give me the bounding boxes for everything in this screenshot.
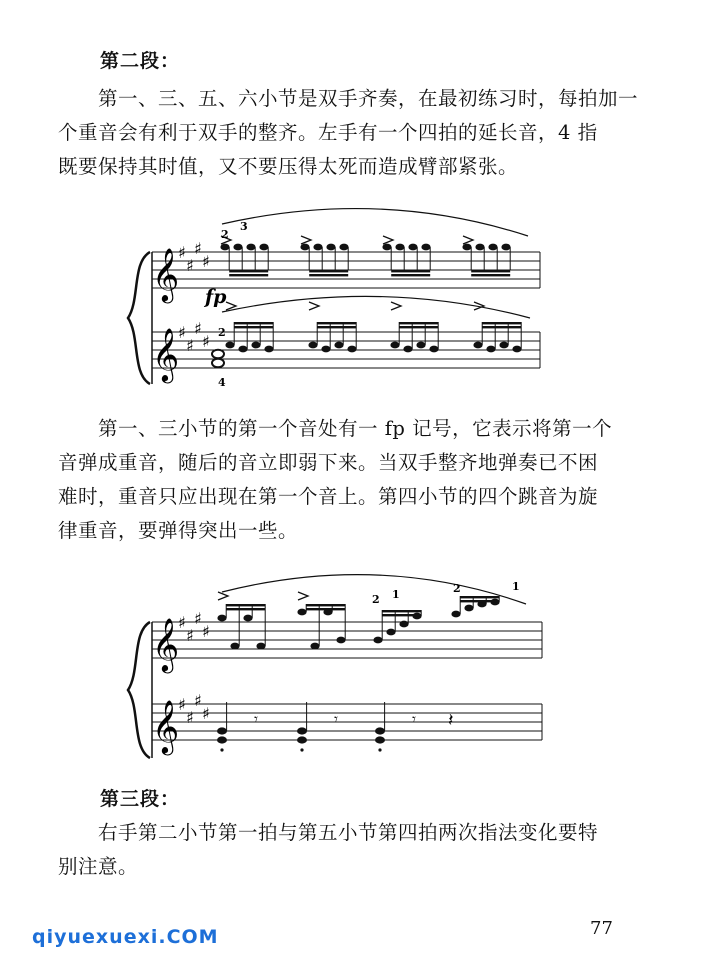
beam: [460, 600, 499, 602]
section-3-heading: 第三段：: [100, 788, 181, 810]
eighth-rest: 𝄾: [412, 710, 416, 728]
note-head: [297, 609, 306, 616]
svg-text:♯: ♯: [186, 708, 194, 727]
note-head: [451, 611, 460, 618]
svg-text:♯: ♯: [194, 239, 202, 258]
grand-staff-brace-2: [128, 622, 150, 758]
note-head: [386, 629, 395, 636]
paragraph-2-line-4: 律重音，要弹得突出一些。: [58, 519, 299, 542]
beam: [382, 614, 421, 616]
beam: [306, 604, 345, 606]
paragraph-3: [58, 816, 648, 884]
svg-text:♯: ♯: [202, 252, 210, 271]
fingering-upper-3: 3: [240, 220, 248, 233]
lower-staff-2: [152, 704, 542, 740]
beam: [382, 610, 421, 612]
key-signature-2: [178, 609, 210, 727]
lower-chord-2: [297, 702, 338, 752]
svg-text:♯: ♯: [202, 622, 210, 641]
paragraph-2-line-1: 第一、三小节的第一个音处有一 fp 记号，它表示将第一个: [98, 417, 613, 440]
beam: [460, 596, 499, 598]
page-number: 77: [590, 918, 613, 939]
lower-chord-3: [375, 702, 416, 752]
fingering-lower-4: 4: [218, 376, 226, 389]
lower-chord-1: [217, 702, 258, 752]
paragraph-1-line-1: 第一、三、五、六小节是双手齐奏，在最初练习时，每拍加一: [98, 87, 639, 110]
svg-text:♯: ♯: [202, 332, 210, 351]
paragraph-2-line-3: 难时，重音只应出现在第一个音上。第四小节的四个跳音为旋: [58, 485, 599, 508]
group-ex2-1: [217, 592, 265, 649]
paragraph-1-line-2: 个重音会有利于双手的整齐。左手有一个四拍的延长音，4 指: [58, 121, 598, 144]
note-head: [464, 605, 473, 612]
svg-text:♯: ♯: [178, 613, 186, 632]
svg-text:♯: ♯: [186, 626, 194, 645]
note-head: [243, 615, 252, 622]
beam: [226, 608, 265, 610]
group-ex2-4: [451, 596, 499, 617]
svg-text:♯: ♯: [186, 336, 194, 355]
svg-text:♯: ♯: [178, 323, 186, 342]
note-head: [256, 643, 265, 650]
fingering-ex2-2b: 2: [453, 582, 461, 595]
svg-text:♯: ♯: [178, 243, 186, 262]
note-head: [217, 615, 226, 622]
eighth-rest: 𝄾: [334, 710, 338, 728]
beam: [306, 608, 345, 610]
fingering-lower-2: 2: [218, 326, 226, 339]
note-head: [399, 621, 408, 628]
note-head: [336, 637, 345, 644]
quarter-rest: 𝄽: [448, 710, 454, 731]
accent-mark: [298, 592, 308, 600]
fingering-ex2-2a: 2: [372, 593, 380, 606]
treble-clef-upper-1: 𝄞: [152, 247, 180, 301]
svg-text:♯: ♯: [194, 319, 202, 338]
upper-staff-2: [152, 622, 542, 758]
treble-clef-lower-2: 𝄞: [152, 699, 180, 753]
svg-text:♯: ♯: [178, 695, 186, 714]
svg-text:♯: ♯: [194, 609, 202, 628]
section-2-heading: 第二段：: [100, 50, 181, 72]
upper-staff-notes-2: [217, 592, 499, 649]
treble-clef-lower-1: 𝄞: [152, 327, 180, 381]
svg-text:♯: ♯: [186, 256, 194, 275]
group-ex2-2: [297, 592, 345, 649]
svg-text:♯: ♯: [202, 704, 210, 723]
paragraph-1-line-3: 既要保持其时值，又不要压得太死而造成臂部紧张。: [58, 155, 519, 178]
paragraph-3-line-2: 别注意。: [58, 855, 139, 878]
note-head: [310, 643, 319, 650]
fingering-upper-2: 2: [221, 228, 229, 241]
dynamic-fp: fp: [205, 286, 227, 308]
treble-clef-upper-2: 𝄞: [152, 617, 180, 671]
group-ex2-3: [373, 610, 421, 643]
note-head: [230, 643, 239, 650]
accent-mark: [218, 592, 228, 600]
fingering-ex2-1b: 1: [512, 580, 520, 593]
beam: [226, 604, 265, 606]
note-head: [373, 637, 382, 644]
fingering-ex2-1a: 1: [392, 588, 400, 601]
paragraph-2-line-2: 音弹成重音，随后的音立即弱下来。当双手整齐地弹奏已不困: [58, 451, 599, 474]
eighth-rest: 𝄾: [254, 710, 258, 728]
paragraph-3-line-1: 右手第二小节第一拍与第五小节第四拍两次指法变化要特: [98, 821, 599, 844]
lower-staff-notes-2: [217, 702, 454, 752]
svg-text:♯: ♯: [194, 691, 202, 710]
watermark-logo: qiyuexuexi.COM: [32, 926, 219, 948]
